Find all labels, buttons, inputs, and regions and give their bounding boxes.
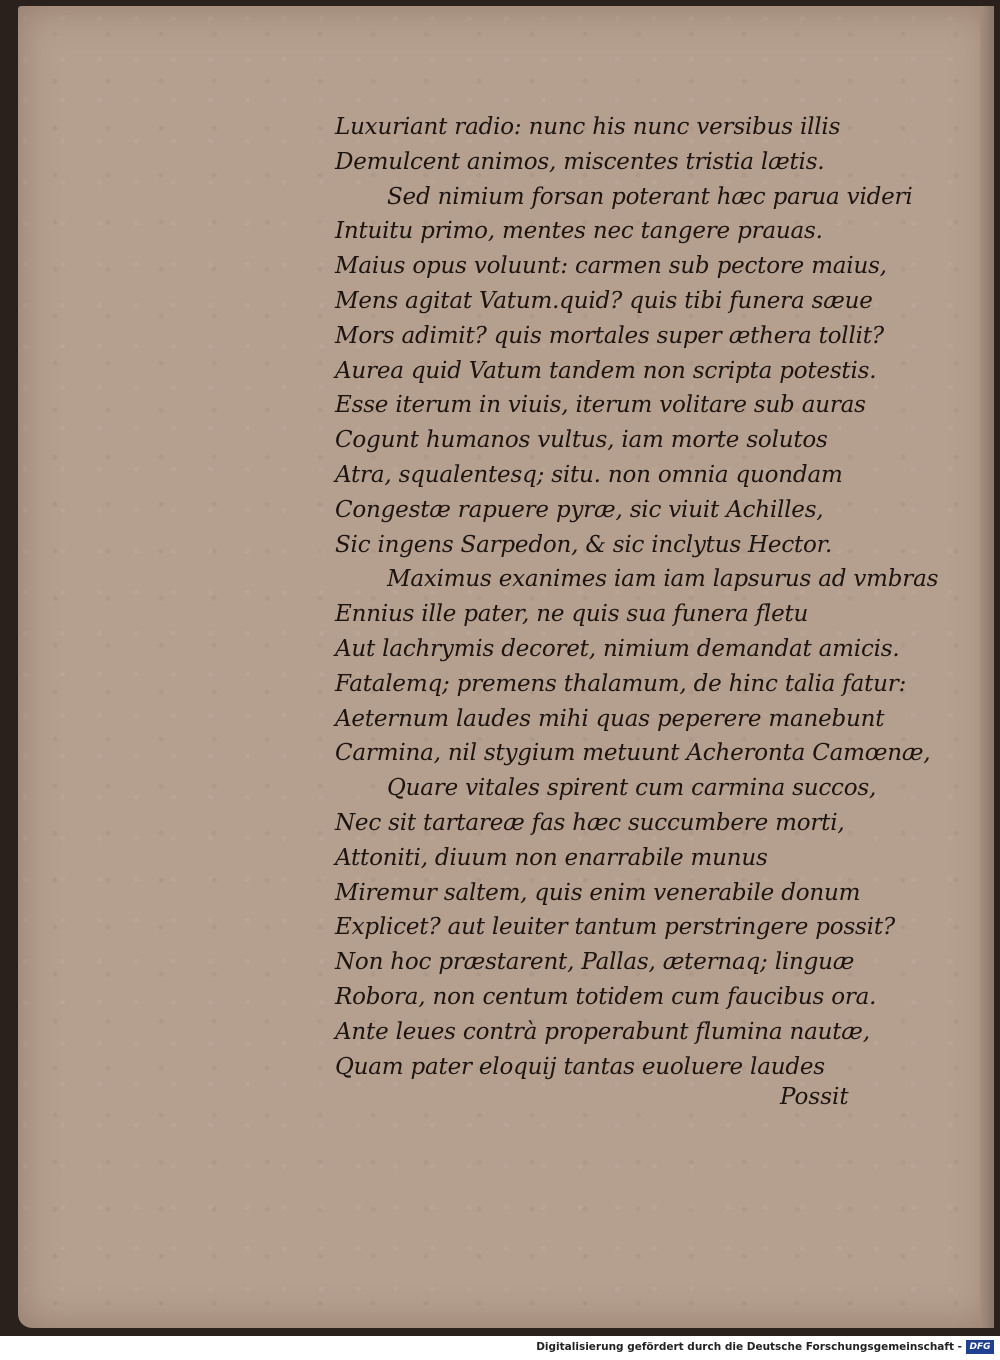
poem-line: Luxuriant radio: nunc his nunc versibus illis — [335, 114, 841, 140]
poem-line: Quare vitales spirent cum carmina succos, — [387, 775, 877, 802]
poem-line: Maximus exanimes iam iam lapsurus ad vmbras — [387, 566, 939, 593]
poem-line: Aurea quid Vatum tandem non scripta potestis. — [335, 357, 877, 384]
poem-line: Maius opus voluunt: carmen sub pectore maius, — [335, 253, 887, 280]
poem-line: Mors adimit? quis mortales super æthera tollit? — [335, 322, 884, 349]
poem-line: Cogunt humanos vultus, iam morte solutos — [335, 427, 828, 454]
poem-line: Carmina, nil stygium metuunt Acheronta Camœnæ, — [335, 740, 931, 767]
poem-line: Quam pater eloquij tantas euoluere laudes — [335, 1053, 825, 1080]
poem-line: Attoniti, diuum non enarrabile munus — [335, 844, 768, 871]
poem-line: Congestæ rapuere pyræ, sic viuit Achilles, — [335, 496, 824, 523]
poem-line: Sic ingens Sarpedon, & sic inclytus Hector. — [335, 531, 833, 558]
page-edge — [980, 6, 994, 1328]
poem-line: Nec sit tartareæ fas hæc succumbere morti, — [335, 809, 845, 836]
poem-line: Explicet? aut leuiter tantum perstringere possit? — [335, 914, 895, 941]
poem-line: Mens agitat Vatum.quid? quis tibi funera sæue — [335, 287, 873, 314]
poem-line: Ante leues contrà properabunt flumina nautæ, — [335, 1018, 870, 1045]
poem-line: Intuitu primo, mentes nec tangere prauas. — [335, 218, 823, 245]
footer-credit: Digitalisierung gefördert durch die Deutsche Forschungsgemeinschaft - — [536, 1341, 962, 1353]
poem-line: Aut lachrymis decoret, nimium demandat amicis. — [335, 635, 900, 662]
poem-line: Demulcent animos, miscentes tristia lætis. — [335, 148, 825, 175]
poem-line: Non hoc præstarent, Pallas, æternaq; linguæ — [335, 949, 855, 976]
poem-line: Sed nimium forsan poterant hæc parua videri — [387, 183, 913, 210]
poem-line: Ennius ille pater, ne quis sua funera fletu — [335, 601, 809, 628]
poem-line: Aeternum laudes mihi quas peperere manebunt — [335, 705, 885, 732]
poem-line: Esse iterum in viuis, iterum volitare sub auras — [335, 392, 866, 419]
poem-line: Fatalemq; premens thalamum, de hinc talia fatur: — [335, 670, 907, 697]
dfg-logo: DFG — [966, 1340, 994, 1354]
footer-bar — [0, 1336, 1000, 1360]
poem-line: Miremur saltem, quis enim venerabile donum — [335, 879, 861, 906]
poem-line: Atra, squalentesq; situ. non omnia quondam — [335, 461, 843, 488]
poem-text-block — [335, 110, 939, 1084]
poem-line: Robora, non centum totidem cum faucibus ora. — [335, 983, 877, 1010]
catchword: Possit — [780, 1084, 849, 1110]
